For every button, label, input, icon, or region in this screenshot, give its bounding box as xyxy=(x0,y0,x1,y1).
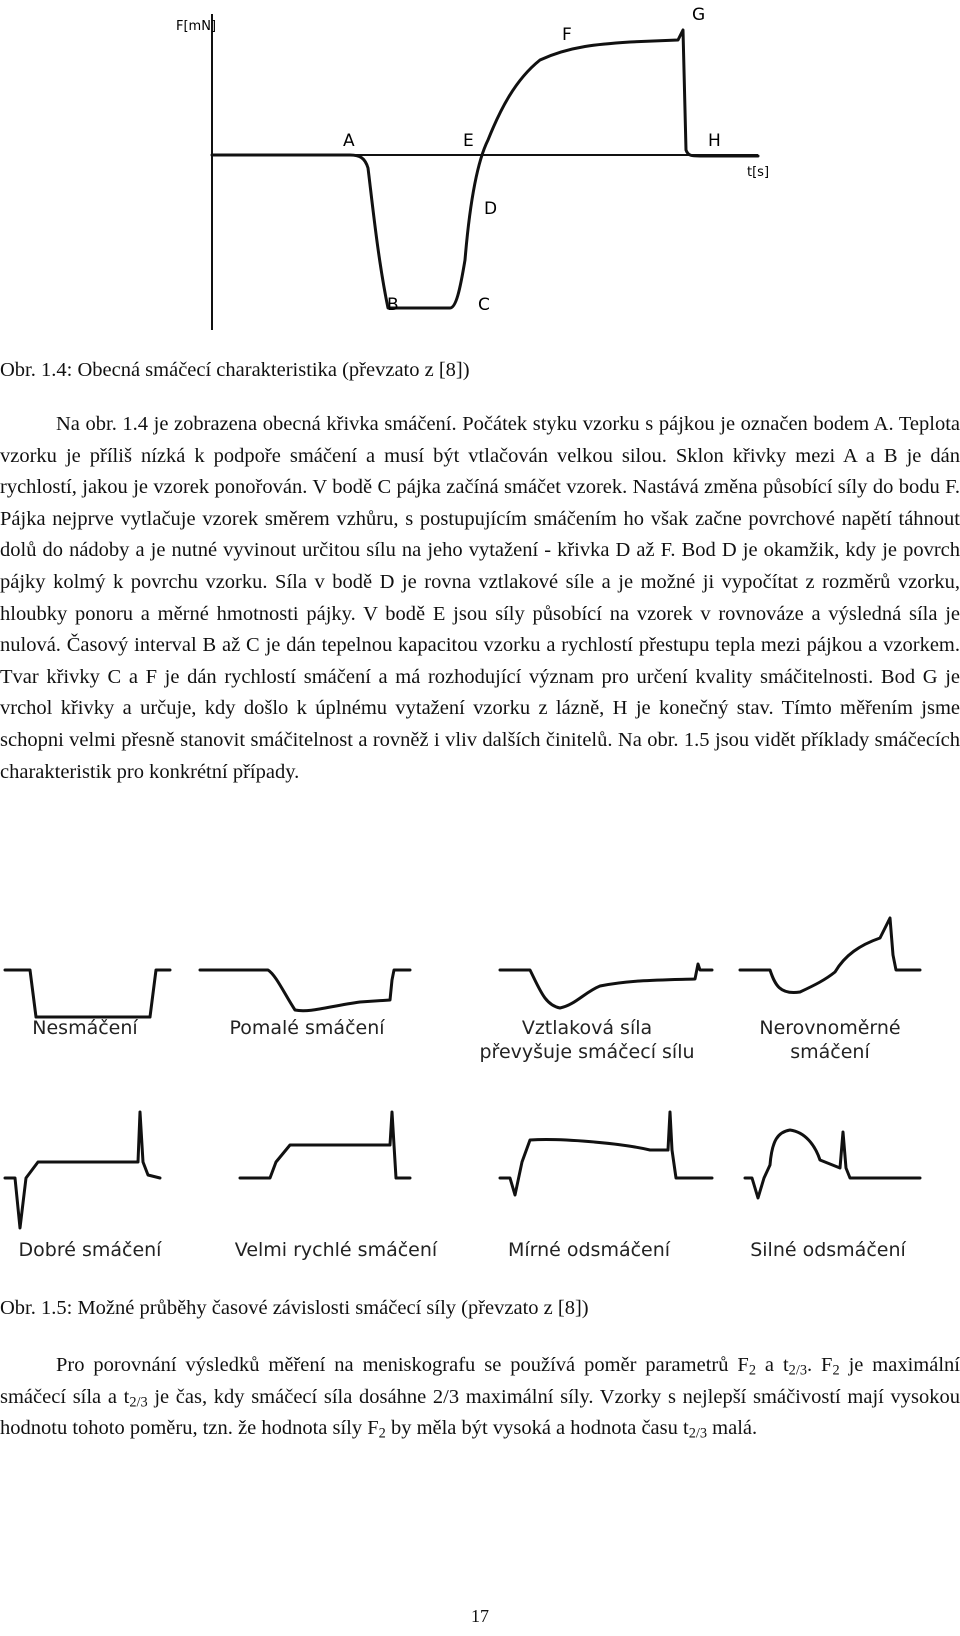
para2-sub4: 2/3 xyxy=(129,1394,148,1411)
page-number: 17 xyxy=(471,1606,489,1626)
para2-part6: by měla být vysoká a hodnota času t xyxy=(385,1417,689,1440)
x-axis-label: t[s] xyxy=(747,165,770,180)
label-vztlakova-sila-line1: Vztlaková síla xyxy=(521,1017,653,1039)
para2-part5: je čas, kdy smáčecí síla dosáhne 2/3 maximální síly. Vzorky s nejlepší smáčivostí mají vysokou hodnotu tohoto poměru, tzn. že hodnota síly F xyxy=(0,1385,960,1440)
curve-nesmaceni xyxy=(5,970,170,1017)
wetting-curve-chart xyxy=(0,0,960,330)
para2-part1: Pro porovnání výsledků měření na meniskografu se používá poměr parametrů F xyxy=(56,1354,749,1376)
point-d-label: D xyxy=(484,199,498,219)
point-g-label: G xyxy=(692,5,706,25)
curve-silne-odsmaceni xyxy=(745,1130,920,1198)
example-curves xyxy=(0,900,960,1240)
point-c-label: C xyxy=(478,295,490,315)
wetting-curve xyxy=(212,30,758,308)
label-vztlakova-sila xyxy=(462,1016,712,1064)
curve-velmi-rychle-smaceni xyxy=(240,1112,410,1178)
point-b-label: B xyxy=(387,295,399,315)
para2-sub5: 2 xyxy=(378,1425,386,1442)
label-nerovnomerne-line1: Nerovnoměrné xyxy=(759,1017,901,1039)
para2-sub6: 2/3 xyxy=(688,1425,708,1442)
point-h-label: H xyxy=(708,131,721,151)
label-pomale-smaceni: Pomalé smáčení xyxy=(229,1017,385,1039)
body-paragraph-2 xyxy=(0,1350,960,1445)
point-a-label: A xyxy=(343,131,355,151)
point-e-label: E xyxy=(463,131,474,151)
label-nerovnomerne-smaceni xyxy=(730,1016,930,1064)
y-axis-label: F[mN] xyxy=(176,19,217,34)
curve-mirne-odsmaceni xyxy=(500,1112,712,1195)
para2-part4: je maximální smáčecí síla a t xyxy=(0,1354,960,1408)
label-velmi-rychle-smaceni: Velmi rychlé smáčení xyxy=(234,1239,438,1261)
figure-1-5-caption: Obr. 1.5: Možné průběhy časové závislosti smáčecí síly (převzato z [8]) xyxy=(0,1297,589,1319)
body-paragraph-1: Na obr. 1.4 je zobrazena obecná křivka smáčení. Počátek styku vzorku s pájkou je označen bodem A. Teplota vzorku je příliš nízká k podpoře smáčení a musí být vtlačován velkou silou. Sklon křivky mezi A a B je dán rychlostí, jakou je vzorek ponořován. V bodě C pájka začíná smáčet vzorek. Nastává změna působící síly do bodu F. Pájka nejprve vytlačuje vzorek směrem vzhůru, s postupujícím smáčením ho však začne povrchové napětí táhnout dolů do nádoby a je nutné vyvinout určitou sílu na jeho vytažení - křivka D až F. Bod D je okamžik, kdy je povrch pájky kolmý k povrchu vzorku. Síla v bodě D je rovna vztlakové síle a je možné ji vypočítat z rozměrů vzorku, hloubky ponoru a měrné hmotnosti pájky. V bodě E jsou síly působící na vzorek v rovnováze a výsledná síla je nulová. Časový interval B až C je dán tepelnou kapacitou vzorku a rychlostí přestupu tepla mezi pájkou a vzorkem. Tvar křivky C a F je dán rychlostí smáčení a má rozhodující význam pro určení kvality smáčitelnosti. Bod G je vrchol křivky a určuje, kdy došlo k úplnému vytažení vzorku z lázně, H je konečný stav. Tímto měřením jsme schopni velmi přesně stanovit smáčitelnost a rovněž i vliv dalších činitelů. Na obr. 1.5 jsou vidět příklady smáčecích charakteristik pro konkrétní případy. xyxy=(0,413,960,783)
para2-part7: malá. xyxy=(707,1417,758,1440)
para2-sub3: 2 xyxy=(832,1362,840,1379)
para2-part3: . F xyxy=(807,1354,833,1376)
para2-sub2: 2/3 xyxy=(788,1362,807,1379)
para2-part2: a t xyxy=(755,1354,789,1376)
label-nesmaceni: Nesmáčení xyxy=(32,1017,138,1039)
label-mirne-odsmaceni: Mírné odsmáčení xyxy=(507,1239,671,1261)
figure-1-4-caption: Obr. 1.4: Obecná smáčecí charakteristika (převzato z [8]) xyxy=(0,359,470,381)
curve-dobre-smaceni xyxy=(5,1112,160,1228)
label-silne-odsmaceni: Silné odsmáčení xyxy=(750,1239,906,1261)
curve-vztlakova-sila xyxy=(500,964,712,1008)
label-vztlakova-sila-line2: převyšuje smáčecí sílu xyxy=(479,1041,695,1063)
para2-sub1: 2 xyxy=(748,1362,756,1379)
curve-pomale-smaceni xyxy=(200,970,410,1011)
label-dobre-smaceni: Dobré smáčení xyxy=(18,1239,162,1261)
curve-nerovnomerne-smaceni xyxy=(740,918,920,993)
point-f-label: F xyxy=(562,25,572,45)
label-nerovnomerne-line2: smáčení xyxy=(790,1041,870,1063)
